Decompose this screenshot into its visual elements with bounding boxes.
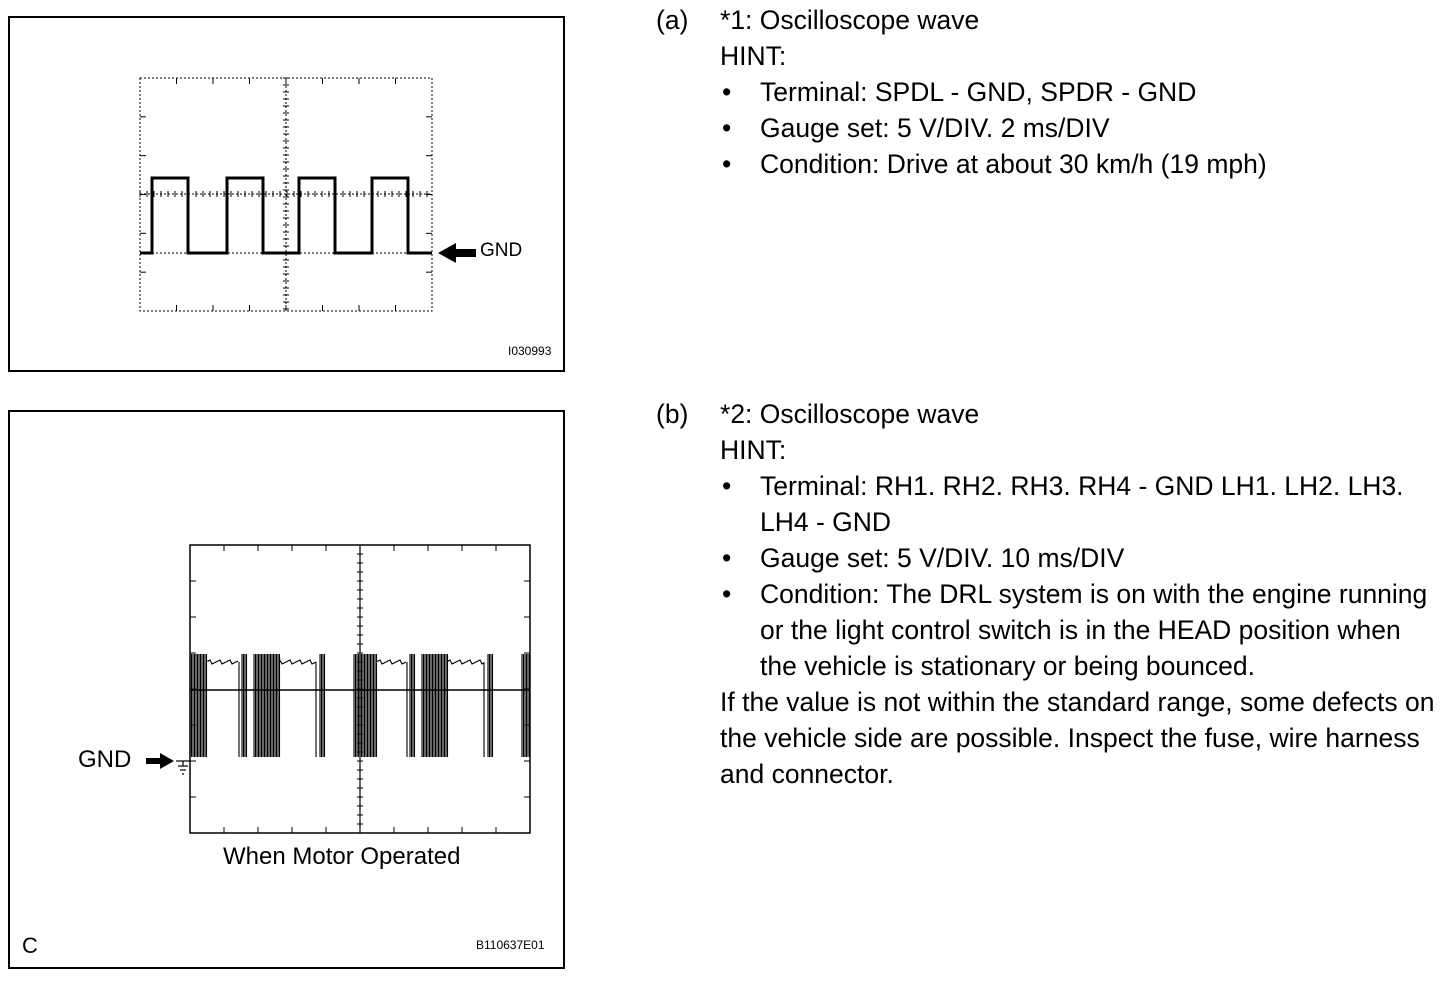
gnd-label-b: GND bbox=[78, 746, 132, 773]
gnd-arrow-icon bbox=[146, 753, 174, 769]
list-item: • Condition: The DRL system is on with the engine running or the light control switch is in the HEAD position when the vehicle is stationary or being bounced. bbox=[720, 576, 1436, 684]
section-a-hint-label: HINT: bbox=[720, 41, 787, 71]
list-item: • Gauge set: 5 V/DIV. 10 ms/DIV bbox=[720, 540, 1436, 576]
figure-id-a: I030993 bbox=[508, 344, 552, 358]
figure-b bbox=[8, 410, 565, 969]
bullet-marker: • bbox=[722, 579, 732, 609]
pwm-wave-trace bbox=[190, 654, 567, 757]
gnd-label-a: GND bbox=[480, 240, 523, 261]
bullet-marker: • bbox=[722, 77, 732, 107]
list-item: • Terminal: RH1. RH2. RH3. RH4 - GND LH1. LH2. LH3. LH4 - GND bbox=[720, 468, 1436, 540]
section-b-marker: (b) bbox=[656, 399, 689, 429]
bullet-marker: • bbox=[722, 543, 732, 573]
bullet-marker: • bbox=[722, 113, 732, 143]
section-a-marker: (a) bbox=[656, 5, 689, 35]
figure-b-corner-letter: C bbox=[22, 933, 38, 958]
list-item: • Gauge set: 5 V/DIV. 2 ms/DIV bbox=[720, 110, 1436, 146]
figure-id-b: B110637E01 bbox=[476, 938, 545, 952]
section-b-note: If the value is not within the standard range, some defects on the vehicle side are possible. Inspect the fuse, wire harness and connector. bbox=[720, 687, 1435, 789]
bullet-marker: • bbox=[722, 471, 732, 501]
section-b bbox=[656, 396, 1436, 792]
section-b-bullets bbox=[720, 468, 1436, 684]
section-a-bullets bbox=[720, 74, 1436, 182]
oscilloscope-b-wave bbox=[10, 412, 567, 971]
figure-b-caption: When Motor Operated bbox=[223, 843, 461, 870]
list-item: • Condition: Drive at about 30 km/h (19 mph) bbox=[720, 146, 1436, 182]
section-a-heading: *1: Oscilloscope wave bbox=[720, 5, 980, 35]
section-b-heading: *2: Oscilloscope wave bbox=[720, 399, 980, 429]
list-item: • Terminal: SPDL - GND, SPDR - GND bbox=[720, 74, 1436, 110]
oscilloscope-a-wave bbox=[10, 18, 567, 374]
section-b-hint-label: HINT: bbox=[720, 435, 787, 465]
ground-symbol-icon bbox=[176, 761, 190, 774]
figure-a bbox=[8, 16, 565, 372]
gnd-arrow-icon bbox=[438, 243, 476, 263]
section-a bbox=[656, 2, 1436, 182]
bullet-marker: • bbox=[722, 149, 732, 179]
